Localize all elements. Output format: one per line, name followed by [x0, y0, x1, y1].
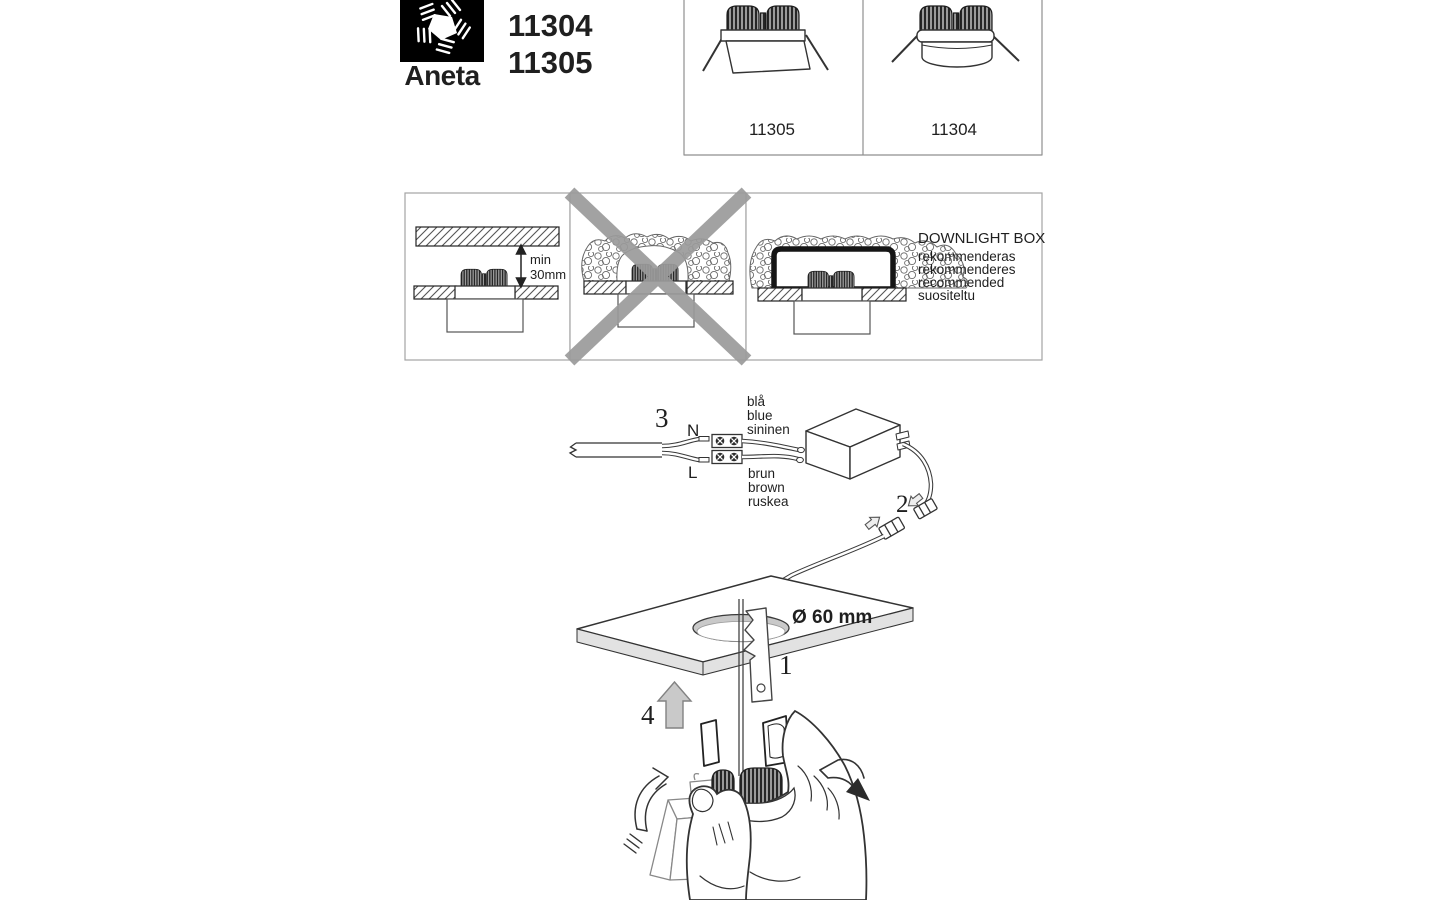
downlight-box-title: DOWNLIGHT BOX [918, 230, 1046, 247]
neutral-label: N [687, 421, 700, 440]
driver-input-wires [742, 441, 804, 463]
min-clearance-line2: 30mm [530, 267, 567, 282]
mains-cable [570, 443, 662, 457]
thumb-drawing [687, 786, 751, 900]
brown-label-en: brown [748, 480, 785, 495]
step-3-label: 3 [655, 403, 669, 433]
installation-panels [405, 187, 1045, 365]
product-label-round: 11304 [930, 120, 978, 139]
wiring-diagram [570, 394, 938, 600]
brand-name: Aneta [404, 60, 480, 91]
step-2-label: 2 [896, 491, 909, 518]
push-up-arrow [658, 682, 691, 728]
min-clearance-line1: min [530, 252, 551, 267]
model-number-1: 11304 [508, 8, 593, 43]
cutout-hole [693, 615, 789, 642]
step-1-label: 1 [779, 650, 793, 680]
downlight-box-line3: recommended [918, 275, 1005, 290]
brown-label-sv: brun [748, 466, 776, 481]
brand-logo [400, 0, 484, 91]
blue-label-en: blue [747, 408, 773, 423]
step-4-label: 4 [641, 700, 655, 730]
hand-installing-fixture [624, 711, 870, 900]
downlight-box-line2: rekommenderes [918, 262, 1016, 277]
led-driver [806, 409, 910, 479]
fixture-spring-clips [701, 716, 789, 766]
blue-label-fi: sininen [747, 422, 790, 437]
downlight-box-line4: suositeltu [918, 288, 976, 303]
hole-diameter-label: Ø 60 mm [792, 607, 873, 628]
terminal-blocks [712, 435, 742, 464]
product-label-square: 11305 [748, 120, 796, 139]
cable-cores [662, 437, 709, 463]
blue-label-sv: blå [747, 394, 766, 409]
mounting-diagram [577, 576, 913, 776]
live-label: L [688, 463, 698, 482]
product-variants [684, 0, 1042, 155]
brown-label-fi: ruskea [748, 494, 789, 509]
downlight-box-line1: rekommenderas [918, 249, 1016, 264]
model-number-2: 11305 [508, 45, 593, 80]
